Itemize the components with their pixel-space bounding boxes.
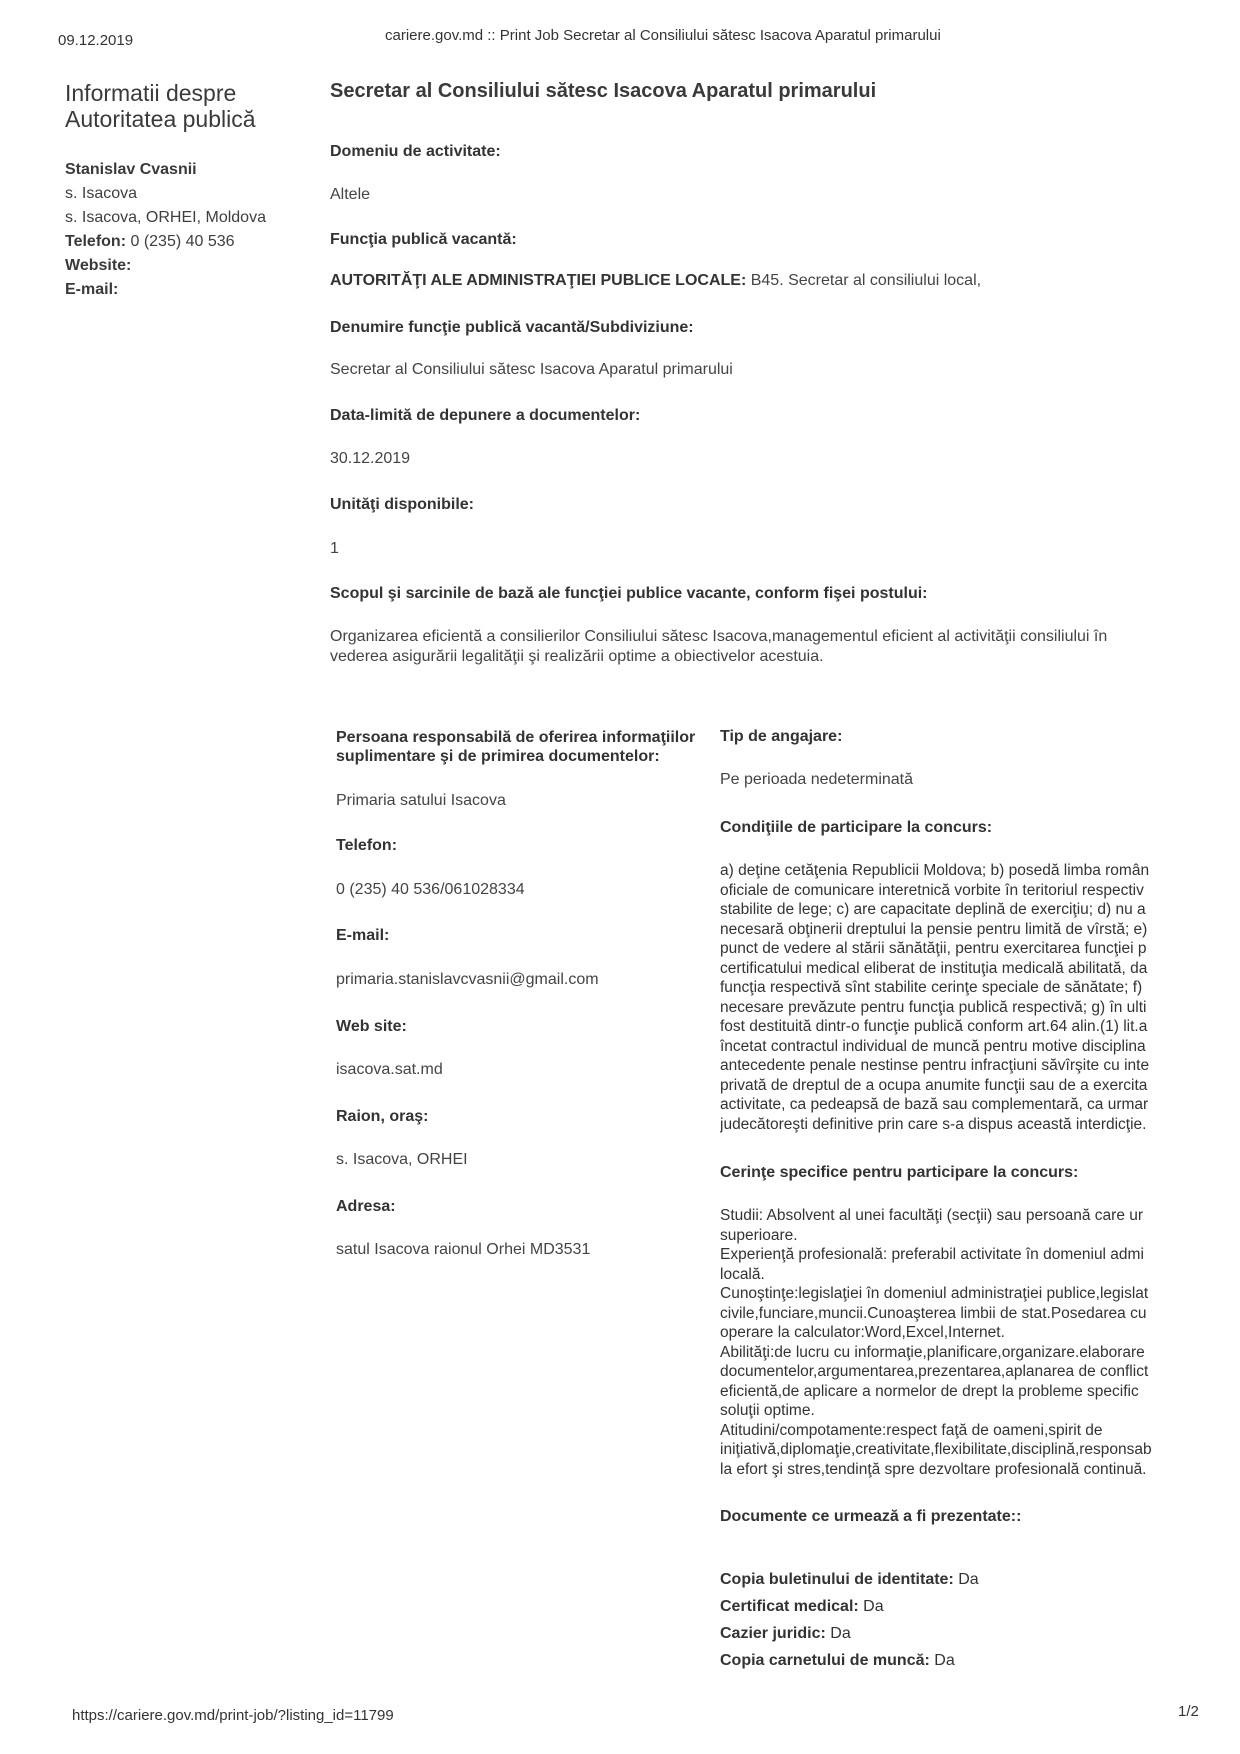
document-name: Certificat medical:: [720, 1598, 859, 1615]
function-value-position: B45. Secretar al consiliului local,: [746, 272, 982, 289]
units-label: Unităţi disponibile:: [330, 496, 474, 513]
responsible-value: Primaria satului Isacova: [336, 792, 506, 809]
sidebar-title-line1: Informatii despre: [65, 80, 237, 106]
contact-email-label: E-mail:: [336, 927, 390, 944]
requirements-line: documentelor,argumentarea,prezentarea,aplanarea de conflict: [720, 1363, 1149, 1380]
phone-label: Telefon:: [65, 233, 127, 250]
website-label: Website:: [65, 257, 132, 274]
page-number: 1/2: [1178, 1703, 1199, 1720]
sidebar-title-line2: Autoritatea publică: [65, 106, 256, 132]
document-name: Copia carnetului de muncă:: [720, 1652, 930, 1669]
requirements-line: la efort şi stres,tendinţă spre dezvoltare profesională continuă.: [720, 1460, 1147, 1478]
contact-website-label: Web site:: [336, 1018, 407, 1035]
authority-locality: s. Isacova: [65, 185, 138, 202]
conditions-line: necesară obţinerii dreptului la pensie pentru limită de vîrstă; e): [720, 920, 1148, 938]
denumire-label: Denumire funcţie publică vacantă/Subdiviziune:: [330, 319, 694, 336]
scope-label: Scopul şi sarcinile de bază ale funcţiei publice vacante, conform fişei postului:: [330, 585, 928, 602]
domain-value: Altele: [330, 186, 371, 203]
scope-line: Organizarea eficientă a consilierilor Consiliului sătesc Isacova,managementul eficient al activităţii consiliului în: [330, 628, 1108, 645]
contact-website-value: isacova.sat.md: [336, 1061, 443, 1078]
requirements-line: locală.: [720, 1265, 765, 1283]
requirements-label: Cerinţe specifice pentru participare la concurs:: [720, 1164, 1079, 1181]
phone-value: 0 (235) 40 536: [130, 233, 235, 250]
conditions-line: certificatului medical eliberat de instituţia medicală abilitată, da: [720, 959, 1148, 977]
authority-address: s. Isacova, ORHEI, Moldova: [65, 209, 266, 226]
document-value: Da: [934, 1652, 955, 1669]
print-header-title: cariere.gov.md :: Print Job Secretar al Consiliului sătesc Isacova Aparatul primarului: [385, 27, 941, 44]
requirements-text: [720, 1206, 1152, 1479]
document-item: [720, 1566, 979, 1593]
requirements-line: soluţii optime.: [720, 1402, 815, 1419]
raion-value: s. Isacova, ORHEI: [336, 1151, 468, 1168]
address-label: Adresa:: [336, 1198, 396, 1215]
contact-phone-value: 0 (235) 40 536/061028334: [336, 881, 525, 898]
authority-website: [65, 254, 305, 278]
document-value: Da: [863, 1598, 884, 1615]
requirements-line: operare la calculator:Word,Excel,Internet.: [720, 1324, 1005, 1341]
employment-type-label: Tip de angajare:: [720, 728, 843, 745]
conditions-line: judecătoreşti definitive prin care s-a dispus această interdicţie.: [720, 1115, 1147, 1133]
conditions-line: antecedente penale nestinse pentru infracţiuni săvîrşite cu inte: [720, 1057, 1150, 1074]
conditions-line: oficiale de comunicare interetnică vorbite în teritoriul respectiv: [720, 881, 1144, 899]
document-name: Copia buletinului de identitate:: [720, 1571, 954, 1588]
conditions-line: punct de vedere al stării sănătăţii, pentru exercitarea funcţiei p: [720, 940, 1147, 957]
contact-name: Stanislav Cvasnii: [65, 161, 197, 178]
function-label: Funcţia publică vacantă:: [330, 231, 517, 248]
conditions-text: [720, 861, 1149, 1134]
conditions-line: privată de dreptul de a ocupa anumite funcţii sau de a exercita: [720, 1076, 1148, 1094]
conditions-line: activitate, ca pedeapsă de bază sau complementară, ca urmar: [720, 1096, 1149, 1113]
scope-line: vederea asigurării legalităţii şi realizării optime a obiectivelor acestuia.: [330, 648, 824, 665]
documents-list: [720, 1566, 979, 1674]
footer-url: https://cariere.gov.md/print-job/?listing_id=11799: [72, 1707, 394, 1724]
authority-email: [65, 278, 305, 302]
requirements-line: Studii: Absolvent al unei facultăţi (secţii) sau persoană care ur: [720, 1207, 1144, 1224]
conditions-label: Condiţiile de participare la concurs:: [720, 819, 993, 836]
address-value: satul Isacova raionul Orhei MD3531: [336, 1241, 591, 1258]
units-value: 1: [330, 540, 339, 557]
requirements-line: Atitudini/compotamente:respect faţă de oameni,spirit de: [720, 1421, 1103, 1439]
conditions-line: stabilite de lege; c) are capacitate deplină de exerciţiu; d) nu a: [720, 901, 1146, 918]
contact-phone-label: Telefon:: [336, 837, 398, 854]
email-label: E-mail:: [65, 281, 119, 298]
employment-type-value: Pe perioada nedeterminată: [720, 771, 914, 788]
deadline-label: Data-limită de depunere a documentelor:: [330, 407, 641, 424]
document-item: [720, 1593, 979, 1620]
raion-label: Raion, oraş:: [336, 1108, 429, 1125]
function-value-category: AUTORITĂŢI ALE ADMINISTRAŢIEI PUBLICE LOCALE:: [330, 272, 747, 289]
deadline-value: 30.12.2019: [330, 450, 411, 467]
document-item: [720, 1647, 979, 1674]
requirements-line: Cunoştinţe:legislaţiei în domeniul administraţiei publice,legislat: [720, 1285, 1149, 1302]
denumire-value: Secretar al Consiliului sătesc Isacova Aparatul primarului: [330, 361, 733, 378]
sidebar-title: [65, 80, 305, 132]
job-title: Secretar al Consiliului sătesc Isacova Aparatul primarului: [330, 80, 877, 102]
document-item: [720, 1620, 979, 1647]
employment-section: [720, 728, 1190, 1688]
documents-label: Documente ce urmează a fi prezentate::: [720, 1508, 1022, 1525]
responsible-label: Persoana responsabilă de oferirea informaţiilor suplimentare şi de primirea documentelor:: [336, 729, 696, 765]
document-name: Cazier juridic:: [720, 1625, 826, 1642]
conditions-line: a) deţine cetăţenia Republicii Moldova; b) posedă limba român: [720, 862, 1150, 879]
conditions-line: fost destituită dintr-o funcţie publică conform art.64 alin.(1) lit.a: [720, 1018, 1148, 1035]
document-value: Da: [830, 1625, 851, 1642]
contact-email-value: primaria.stanislavcvasnii@gmail.com: [336, 971, 599, 988]
authority-info-sidebar: [65, 80, 305, 302]
requirements-line: Experienţă profesională: preferabil activitate în domeniul admi: [720, 1246, 1144, 1263]
conditions-line: funcţia respectivă sînt stabilite cerinţe speciale de sănătate; f): [720, 979, 1143, 996]
domain-label: Domeniu de activitate:: [330, 143, 501, 160]
requirements-line: civile,funciare,muncii.Cunoaşterea limbii de stat.Posedarea cu: [720, 1304, 1147, 1322]
print-date: 09.12.2019: [58, 32, 134, 49]
conditions-line: încetat contractul individual de muncă pentru motive disciplina: [720, 1037, 1146, 1055]
requirements-line: superioare.: [720, 1226, 798, 1244]
scope-text: [330, 627, 1107, 667]
requirements-line: iniţiativă,diplomaţie,creativitate,flexibilitate,disciplină,responsab: [720, 1441, 1152, 1458]
requirements-line: eficientă,de aplicare a normelor de drept la probleme specific: [720, 1382, 1139, 1400]
requirements-line: Abilităţi:de lucru cu informaţie,planificare,organizare.elaborare: [720, 1343, 1145, 1361]
document-value: Da: [958, 1571, 979, 1588]
function-value: [330, 272, 981, 290]
authority-phone: [65, 230, 305, 254]
conditions-line: necesare prevăzute pentru funcţia publică respectivă; g) în ulti: [720, 998, 1147, 1016]
